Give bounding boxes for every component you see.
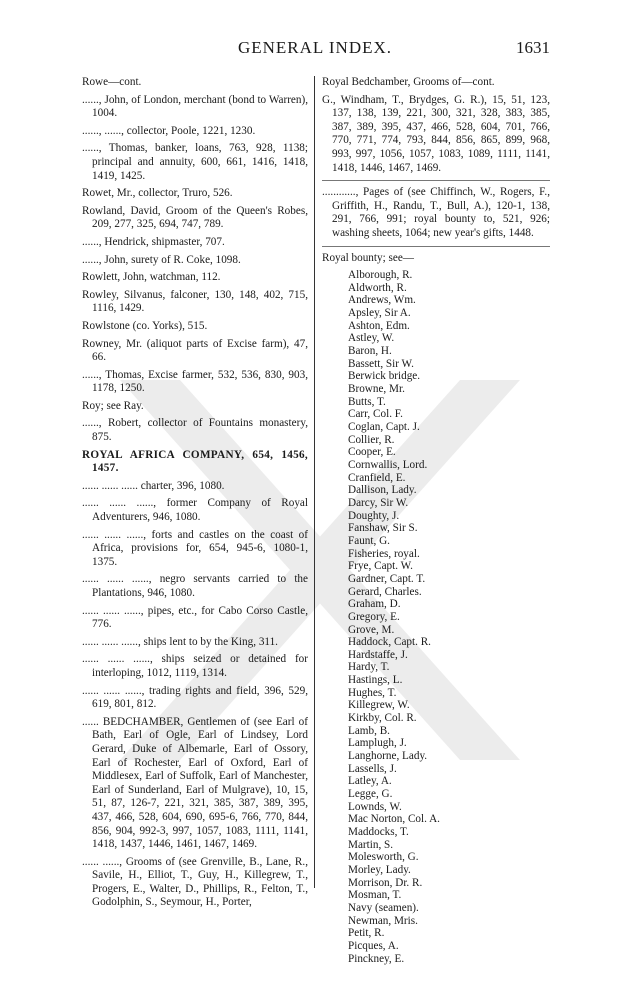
index-entry: ......, ......, collector, Poole, 1221, 1230. [82,124,256,137]
index-entry: Rowet, Mr., collector, Truro, 526. [82,187,233,200]
bounty-list-item: Gerard, Charles. [348,585,422,598]
bounty-list-item: Mosman, T. [348,889,402,902]
bounty-list-item: Gregory, E. [348,610,400,623]
bounty-list-item: Collier, R. [348,433,395,446]
index-entry: ...... ...... ......, ships seized or detained for interloping, 1012, 1119, 1314. [82,653,308,679]
bounty-list-item: Berwick bridge. [348,370,421,383]
bounty-list-item: Martin, S. [348,838,394,851]
bounty-list-item: Legge, G. [348,788,393,801]
index-entry: Rowland, David, Groom of the Queen's Robes, 209, 277, 325, 694, 747, 789. [82,204,308,231]
bounty-list-item: Newman, Mris. [348,914,418,927]
bounty-list-item: Apsley, Sir A. [348,307,411,320]
bounty-list-item: Faunt, G. [348,534,390,547]
page-header [80,38,550,62]
index-column-left [82,76,308,914]
index-entry: ...... ...... ......, forts and castles on the coast of Africa, provisions for, 654, 945-6, 1080-1, 1375. [82,528,308,568]
bounty-list-item: Molesworth, G. [348,851,419,864]
index-entry: ...... ...... ......, former Company of Royal Adventurers, 946, 1080. [82,497,308,524]
bounty-list-item: Browne, Mr. [348,383,405,396]
index-entry: ...... ...... ...... charter, 396, 1080. [82,479,225,492]
index-entry: G., Windham, T., Brydges, G. R.), 15, 51, 123, 137, 138, 139, 221, 300, 321, 328, 383, 385, 387, 389, 395, 437, 466, 528, 604, 701, 766, 770, 771, 774, 793, 844, 856, 865, 899, 968, 993, 997, 1056, 1057, 1083, 1089, 1111, 1141, 1418, 1446, 1467, 1469. [322,93,550,174]
bounty-list-item: Fisheries, royal. [348,547,420,560]
bounty-list-item: Hughes, T. [348,686,397,699]
bounty-list-item: Cranfield, E. [348,471,406,484]
bounty-list-item: Hardstaffe, J. [348,648,408,661]
index-entry: Rowley, Silvanus, falconer, 130, 148, 402, 715, 1116, 1429. [82,288,308,315]
index-entry: ......, Thomas, banker, loans, 763, 928, 1138; principal and annuity, 600, 661, 1416, 1418, 1419, 1425. [82,142,308,182]
bounty-list-item: Frye, Capt. W. [348,560,413,573]
bounty-list-item: Morrison, Dr. R. [348,876,423,889]
index-entry: ...... ...... ......, negro servants carried to the Plantations, 946, 1080. [82,573,308,599]
index-entry-heading: ROYAL AFRICA COMPANY, 654, 1456, 1457. [82,448,308,475]
index-entry: ...... ......, Grooms of (see Grenville, B., Lane, R., Savile, H., Elliot, T., Guy, H., Killegrew, T., Progers, E., Walter, D., Phillips, R., Felton, T., Godolphin, S., Seymour, H., Porter, [82,855,308,909]
index-entry: ...... ...... ......, trading rights and field, 396, 529, 619, 801, 812. [82,684,308,711]
bounty-list-item: Aldworth, R. [348,281,407,294]
index-entry: Roy; see Ray. [82,399,144,412]
bounty-list-item: Baron, H. [348,345,392,358]
column-divider [314,76,315,888]
bounty-list-item: Carr, Col. F. [348,408,403,421]
bounty-list-item: Andrews, Wm. [348,294,416,307]
bounty-list-item: Mac Norton, Col. A. [348,813,440,826]
index-entry: ...... ...... ......, ships lent to by the King, 311. [82,635,278,648]
index-entry: ......, Thomas, Excise farmer, 532, 536, 830, 903, 1178, 1250. [82,368,308,395]
bounty-list-item: Fanshaw, Sir S. [348,522,418,535]
bounty-list-item: Cornwallis, Lord. [348,458,428,471]
index-entry: Rowlstone (co. Yorks), 515. [82,319,208,332]
bounty-list-item: Darcy, Sir W. [348,496,409,509]
bounty-list-item: Lamplugh, J. [348,737,407,750]
bounty-list-item: Navy (seamen). [348,901,419,914]
bounty-list-item: Langhorne, Lady. [348,750,428,763]
index-entry: ......, John, of London, merchant (bond to Warren), 1004. [82,93,308,120]
index-entry: ...... ...... ......, pipes, etc., for Cabo Corso Castle, 776. [82,604,308,631]
index-entry: ......, John, surety of R. Coke, 1098. [82,253,241,266]
index-entry: ......, Robert, collector of Fountains monastery, 875. [82,417,308,444]
page-title: GENERAL INDEX. [237,38,393,57]
index-entry: ...... BEDCHAMBER, Gentlemen of (see Earl of Bath, Earl of Ogle, Earl of Lindsey, Lord Gerard, Duke of Albemarle, Earl of Ossory, Earl of Rochester, Earl of Oxford, Earl of Middlesex, Earl of Suffolk, Earl of Manchester, Earl of Sunderland, Earl of Mulgrave), 10, 15, 51, 87, 126-7, 221, 321, 385, 387, 389, 395, 437, 466, 528, 604, 690, 695-6, 766, 770, 844, 856, 904, 992-3, 997, 1057, 1083, 1111, 1141, 1418, 1437, 1446, 1461, 1467, 1469. [82,715,308,851]
index-entry: Royal bounty; see— [322,251,414,264]
bounty-list-item: Kirkby, Col. R. [348,712,417,725]
bounty-list-item: Latley, A. [348,775,392,788]
bounty-list-item: Killegrew, W. [348,699,410,712]
page-number: 1631 [516,38,550,57]
bounty-list-item: Lassells, J. [348,762,397,775]
bounty-list-item: Pinckney, E. [348,952,405,965]
index-entry: Royal Bedchamber, Grooms of—cont. [322,76,495,88]
index-entry: Rowney, Mr. (aliquot parts of Excise farm), 47, 66. [82,337,308,364]
bounty-list-item: Ashton, Edm. [348,319,410,332]
index-entry: ............, Pages of (see Chiffinch, W., Rogers, F., Griffith, H., Randu, T., Bull, A.), 120-1, 138, 291, 766, 991; royal bounty to, 521, 926; washing sheets, 1064; new year's gifts, 1448. [322,186,550,239]
bounty-list-item: Lamb, B. [348,724,390,737]
bounty-list-item: Coglan, Capt. J. [348,421,420,433]
bounty-list-item: Petit, R. [348,927,385,940]
bounty-list-item: Doughty, J. [348,509,400,522]
bounty-list-item: Lownds, W. [348,800,402,813]
bounty-list-item: Picques, A. [348,939,399,952]
royal-bounty-list [322,269,550,965]
bounty-list-item: Butts, T. [348,395,386,408]
bounty-list-item: Grove, M. [348,623,395,636]
entry-divider [322,246,550,247]
bounty-list-item: Graham, D. [348,598,401,611]
bounty-list-item: Hardy, T. [348,661,390,674]
bounty-list-item: Cooper, E. [348,446,396,459]
index-entry: Rowe—cont. [82,76,142,88]
bounty-list-item: Haddock, Capt. R. [348,636,431,649]
bounty-list-item: Bassett, Sir W. [348,357,414,370]
bounty-list-item: Dallison, Lady. [348,484,417,497]
entry-divider [322,180,550,181]
bounty-list-item: Alborough, R. [348,269,413,282]
bounty-list-item: Morley, Lady. [348,863,411,876]
index-column-right [322,76,550,965]
bounty-list-item: Gardner, Capt. T. [348,572,426,585]
index-entry: ......, Hendrick, shipmaster, 707. [82,235,225,248]
bounty-list-item: Hastings, L. [348,674,403,687]
bounty-list-item: Astley, W. [348,332,395,345]
bounty-list-item: Maddocks, T. [348,826,409,838]
index-entry: Rowlett, John, watchman, 112. [82,271,221,284]
